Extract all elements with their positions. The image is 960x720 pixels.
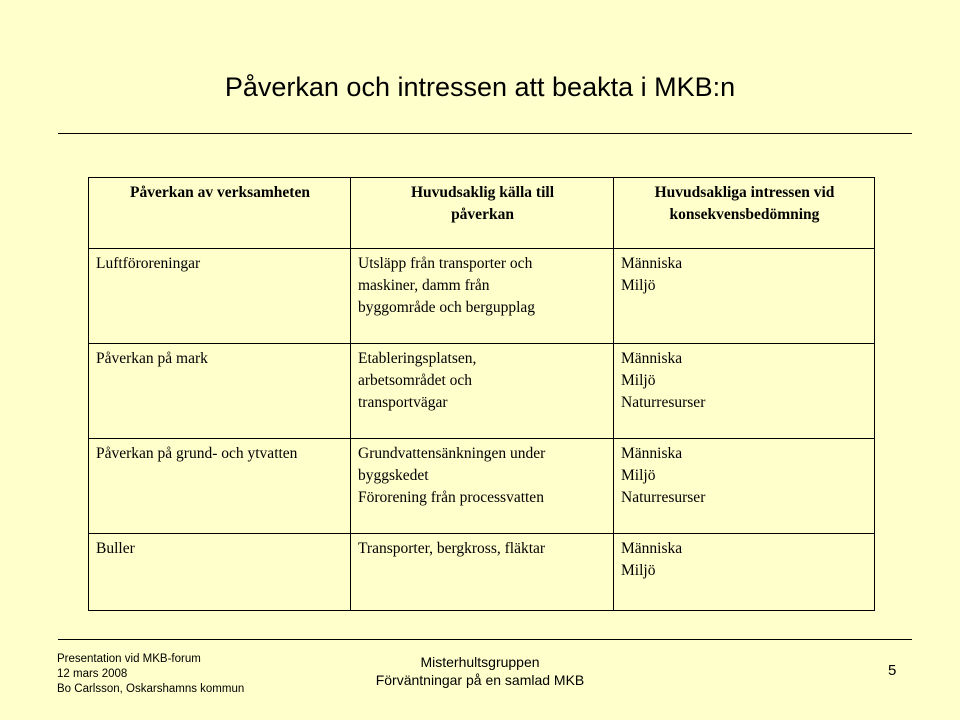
cell-impact: Påverkan på mark (89, 344, 351, 439)
cell-source: Transporter, bergkross, fläktar (351, 534, 614, 611)
cell-interests: Människa Miljö (614, 249, 875, 344)
page-number: 5 (888, 662, 897, 679)
table-row (89, 439, 875, 534)
cell-source: Grundvattensänkningen under byggskedet Förorening från processvatten (351, 439, 614, 534)
footer-subtitle: Misterhultsgruppen Förväntningar på en samlad MKB (375, 654, 585, 688)
cell-interests: Människa Miljö Naturresurser (614, 344, 875, 439)
cell-source: Etableringsplatsen, arbetsområdet och transportvägar (351, 344, 614, 439)
title-divider (58, 133, 912, 134)
cell-impact: Påverkan på grund- och ytvatten (89, 439, 351, 534)
footer-divider (58, 639, 912, 640)
header-interests: Huvudsakliga intressen vid konsekvensbedömning (614, 178, 875, 249)
cell-source: Utsläpp från transporter och maskiner, damm från byggområde och bergupplag (351, 249, 614, 344)
cell-interests: Människa Miljö Naturresurser (614, 439, 875, 534)
slide-title: Påverkan och intressen att beakta i MKB:n (224, 72, 736, 102)
cell-impact: Buller (89, 534, 351, 611)
impact-table (88, 177, 875, 611)
table-row (89, 344, 875, 439)
table-row (89, 249, 875, 344)
cell-interests: Människa Miljö (614, 534, 875, 611)
cell-impact: Luftföroreningar (89, 249, 351, 344)
header-impact: Påverkan av verksamheten (89, 178, 351, 249)
header-source: Huvudsaklig källa till påverkan (351, 178, 614, 249)
footer-presenter-info: Presentation vid MKB-forum 12 mars 2008 Bo Carlsson, Oskarshamns kommun (57, 653, 245, 695)
table-header-row (89, 178, 875, 249)
table-row (89, 534, 875, 611)
